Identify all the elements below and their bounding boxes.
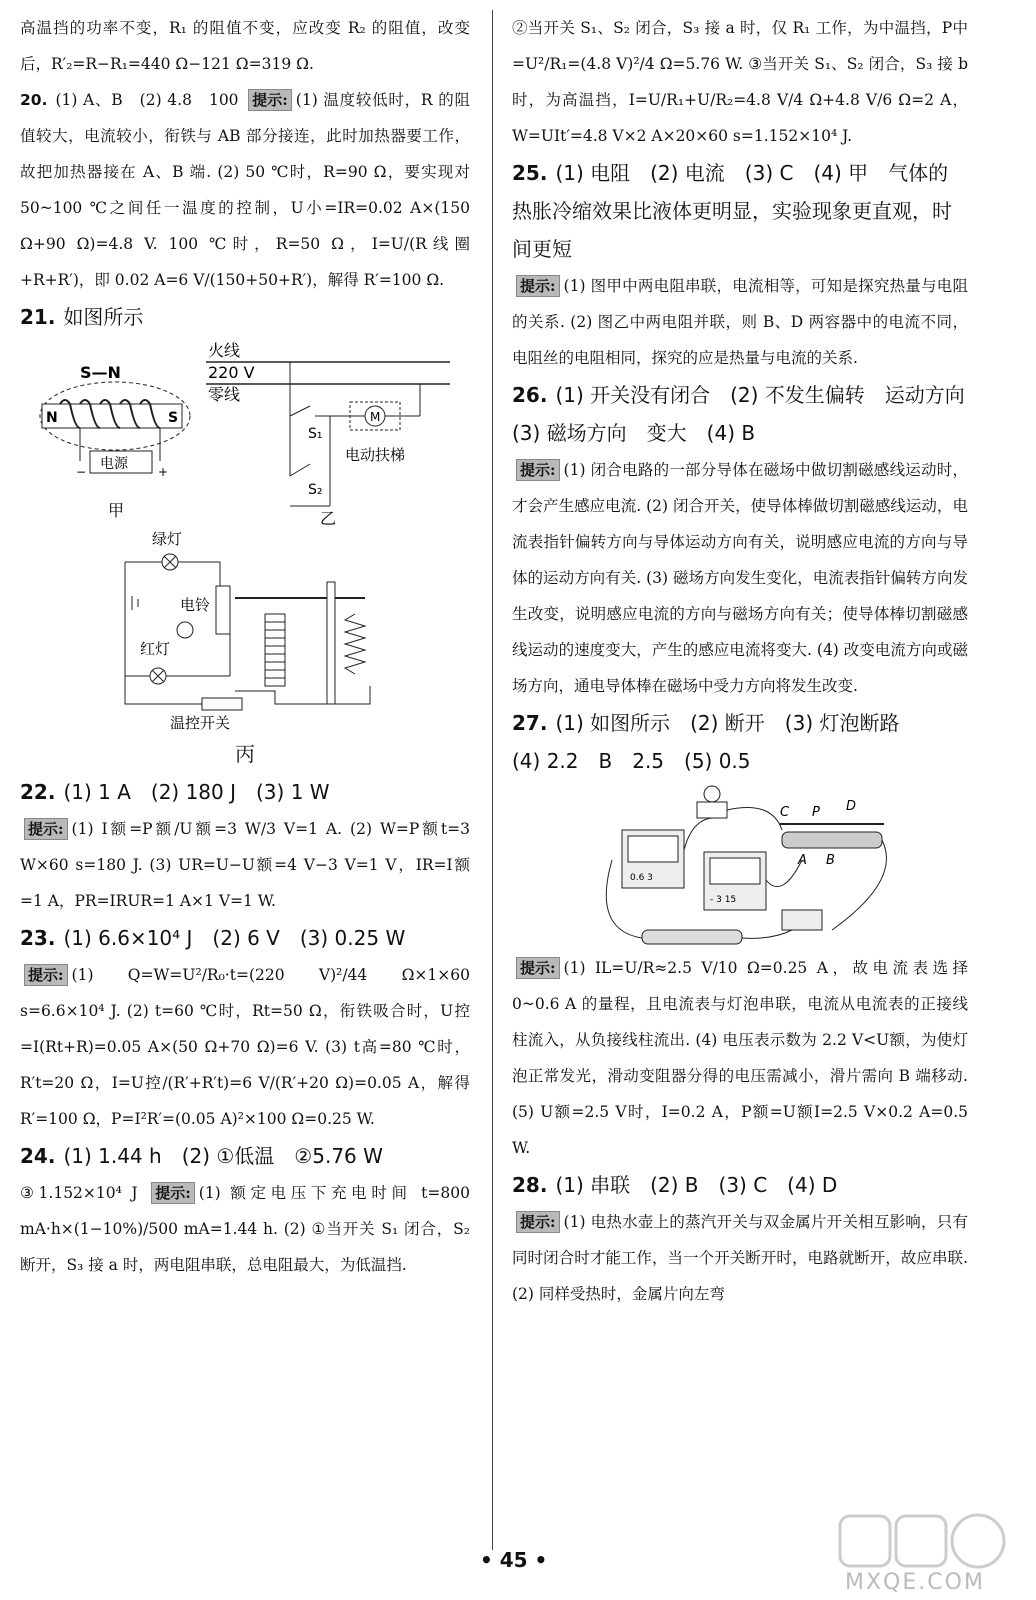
power-source-label: 电源 (100, 456, 128, 472)
ammeter-terminals: 0.6 3 (630, 873, 653, 883)
terminal-c: C (780, 805, 790, 820)
fig-jia-label: 甲 (108, 501, 125, 520)
q23-tip: (1) Q=W=U²/R₀·t=(220 V)²/44 Ω×1×60 s=6.6×10⁴ J. (2) t=60 ℃时，Rt=50 Ω，衔铁吸合时，U控=I(Rt+R)=0.05 A×(50 Ω+70 Ω)=6 V. (3) t高=80 ℃时，R′t=20 Ω，I=U控/(R′+R′t)=6 V/(R′+20 Ω)=0.05 A，解得 R′=100 Ω，P=I²R′=(0.05 A)²×100 Ω=0.25 W. (20, 966, 470, 1128)
q22-tip-block (20, 811, 470, 919)
q24-answer: (1) 1.44 h (2) ①低温 ②5.76 W (63, 1144, 383, 1168)
minus-sign: − (76, 465, 87, 479)
question-21 (20, 298, 470, 336)
live-wire-label: 火线 (208, 341, 241, 360)
escalator-label: 电动扶梯 (345, 446, 406, 464)
bell-label: 电铃 (180, 596, 211, 614)
column-divider (492, 10, 493, 1550)
plus-sign: + (158, 465, 169, 479)
left-column (20, 10, 470, 1283)
q24-continuation: ②当开关 S₁、S₂ 闭合，S₃ 接 a 时，仅 R₁ 工作，为中温挡，P中=U²/R₁=(4.8 V)²/4 Ω=5.76 W. ③当开关 S₁、S₂ 闭合，S₃ 接 b 时，为高温挡，I=U/R₁+U/R₂=4.8 V/4 Ω+4.8 V/6 Ω=2 A，W=UIt′=4.8 V×2 A×20×60 s=1.152×10⁴ J. (512, 19, 968, 145)
terminal-a: A (798, 853, 807, 868)
q26-tip-label: 提示: (516, 459, 560, 481)
figure-27-circuit (512, 780, 968, 950)
sn-label: S—N (80, 363, 121, 382)
voltmeter-terminals: - 3 15 (710, 895, 737, 905)
q20-tip-label: 提示: (248, 89, 292, 111)
motor-label: M (370, 410, 381, 424)
q28-answer: (1) 串联 (2) B (3) C (4) D (555, 1173, 838, 1197)
question-27 (512, 704, 968, 742)
watermark-text: MXQE.COM (845, 1570, 985, 1595)
q24-tip-block (20, 1175, 470, 1283)
figure-21-bing (20, 526, 470, 741)
q22-tip: (1) I额=P额/U额=3 W/3 V=1 A. (2) W=P额t=3 W×60 s=180 J. (3) UR=U−U额=4 V−3 V=1 V，IR=I额=1 A，PR=IRUR=1 A×1 V=1 W. (20, 820, 470, 910)
intro-text: 高温挡的功率不变，R₁ 的阻值不变，应改变 R₂ 的阻值，改变后，R′₂=R−R₁=440 Ω−121 Ω=319 Ω. (20, 19, 470, 73)
q26-tip-block (512, 452, 968, 704)
red-light-label: 红灯 (140, 640, 171, 658)
q26-tip: (1) 闭合电路的一部分导体在磁场中做切割磁感线运动时，才会产生感应电流. (2) 闭合开关，使导体棒做切割磁感线运动，电流表指针偏转方向与导体运动方向有关，说明感应电流的方向与导体的运动方向有关. (3) 磁场方向发生变化，电流表指针偏转方向发生改变，说明感应电流的方向与磁场方向有关；使导体棒切割磁感线运动的速度变大，产生的感应电流将变大. (4) 改变电流方向或磁场方向，通电导体棒在磁场中受力方向将发生改变. (512, 461, 968, 695)
q24-answer-2: ③1.152×10⁴ J (20, 1184, 138, 1202)
question-22 (20, 773, 470, 811)
right-column (512, 10, 985, 1312)
q22-answer: (1) 1 A (2) 180 J (3) 1 W (63, 780, 330, 804)
q24-number: 24. (20, 1144, 56, 1168)
q27-tip-block (512, 950, 968, 1166)
q27-tip-label: 提示: (516, 957, 560, 979)
q24-tip: (1) 额定电压下充电时间 t=800 mA·h×(1−10%)/500 mA=1.44 h. (2) ①当开关 S₁ 闭合，S₂ 断开，S₃ 接 a 时，两电阻串联，总电阻最大，为低温挡. (20, 1184, 470, 1274)
q22-tip-label: 提示: (24, 818, 68, 840)
fig-yi (206, 341, 450, 526)
q23-tip-label: 提示: (24, 964, 68, 986)
q27-answer-2: (4) 2.2 B 2.5 (5) 0.5 (512, 749, 751, 773)
q20-answer: (1) A、B (2) 4.8 100 (55, 91, 239, 109)
figure-21-jia-yi (20, 336, 470, 526)
q25-number: 25. (512, 161, 548, 185)
voltage-label: 220 V (208, 363, 255, 382)
q26-answer: (1) 开关没有闭合 (2) 不发生偏转 运动方向 (3) 磁场方向 变大 (4) B (512, 383, 985, 445)
q28-tip-block (512, 1204, 968, 1312)
q23-answer: (1) 6.6×10⁴ J (2) 6 V (3) 0.25 W (63, 926, 406, 950)
q23-number: 23. (20, 926, 56, 950)
question-28 (512, 1166, 968, 1204)
q28-number: 28. (512, 1173, 548, 1197)
terminal-d: D (846, 799, 857, 814)
q25-answer: (1) 电阻 (2) 电流 (3) C (4) 甲 气体的热胀冷缩效果比液体更明显，实验现象更直观，时间更短 (512, 161, 952, 261)
question-23 (20, 919, 470, 957)
q25-tip: (1) 图甲中两电阻串联，电流相等，可知是探究热量与电阻的关系. (2) 图乙中两电阻并联，则 B、D 两容器中的电流不同，电阻丝的电阻相同，探究的应是热量与电流的关系. (512, 277, 968, 367)
fig-bing-label: 丙 (235, 742, 255, 766)
page-number: • 45 • (480, 1548, 548, 1572)
q24-tip-label: 提示: (151, 1182, 195, 1204)
s-pole: S (168, 410, 179, 426)
s1-label: S₁ (308, 426, 323, 442)
s2-label: S₂ (308, 482, 323, 498)
q25-tip-block (512, 268, 968, 376)
question-24 (20, 1137, 470, 1175)
question-25 (512, 154, 968, 268)
question-20 (20, 82, 470, 298)
q20-number: 20. (20, 91, 48, 109)
q23-tip-block (20, 957, 470, 1137)
fig-jia (40, 363, 190, 520)
temp-switch-label: 温控开关 (170, 714, 231, 732)
q27-number: 27. (512, 711, 548, 735)
q22-number: 22. (20, 780, 56, 804)
fig-yi-label: 乙 (320, 509, 337, 526)
n-pole: N (46, 410, 58, 426)
terminal-b: B (826, 853, 835, 868)
q21-answer: 如图所示 (63, 305, 144, 329)
q28-tip: (1) 电热水壶上的蒸汽开关与双金属片开关相互影响，只有同时闭合时才能工作，当一个开关断开时，电路就断开，故应串联. (2) 同样受热时，金属片向左弯 (512, 1213, 968, 1303)
slider-p: P (812, 805, 820, 820)
q27-tip: (1) IL=U/R≈2.5 V/10 Ω=0.25 A，故电流表选择 0~0.6 A 的量程，且电流表与灯泡串联，电流从电流表的正接线柱流入，从负接线柱流出. (4) 电压表示数为 2.2 V<U额，为使灯泡正常发光，滑动变阻器分得的电压需减小，滑片需向 B 端移动. (5) U额=2.5 V时，I=0.2 A，P额=U额I=2.5 V×0.2 A=0.5 W. (512, 959, 968, 1157)
green-light-label: 绿灯 (152, 530, 183, 548)
question-26 (512, 376, 985, 452)
q25-tip-label: 提示: (516, 275, 560, 297)
q27-answer: (1) 如图所示 (2) 断开 (3) 灯泡断路 (555, 711, 900, 735)
q28-tip-label: 提示: (516, 1211, 560, 1233)
neutral-wire-label: 零线 (208, 385, 241, 404)
q20-tip: (1) 温度较低时，R 的阻值较大，电流较小，衔铁与 AB 部分接连，此时加热器要工作，故把加热器接在 A、B 端. (2) 50 ℃时，R=90 Ω，要实现对 50~100 ℃之间任一温度的控制，U小=IR=0.02 A×(150 Ω+90 Ω)=4.8 V. 100 ℃时，R=50 Ω，I=U/(R线圈+R+R′)，即 0.02 A=6 V/(150+50+R′)，解得 R′=100 Ω. (20, 91, 470, 289)
q26-number: 26. (512, 383, 548, 407)
q21-number: 21. (20, 305, 56, 329)
